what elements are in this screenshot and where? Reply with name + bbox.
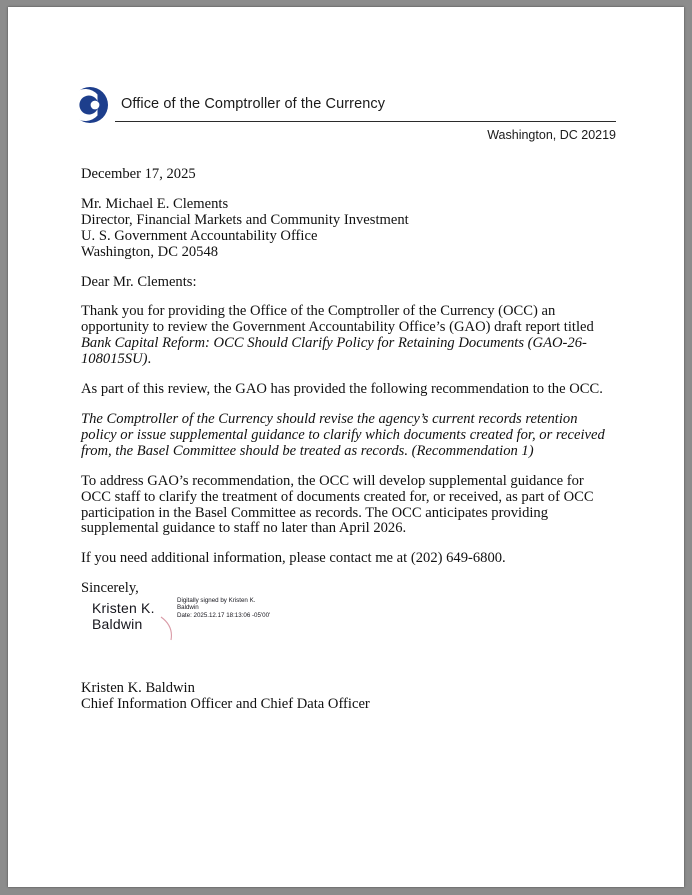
letterhead-divider [115, 121, 616, 122]
addressee-line: Mr. Michael E. Clements [81, 195, 229, 212]
agency-name: Office of the Comptroller of the Currency [121, 96, 386, 112]
digital-signature-details [177, 597, 273, 619]
addressee-line: Washington, DC 20548 [81, 243, 219, 260]
letter-date: December 17, 2025 [81, 166, 196, 182]
signature-flourish-icon [159, 616, 181, 642]
letter-content [81, 167, 614, 597]
salutation-block [81, 275, 614, 291]
digital-signature-signer: Digitally signed by Kristen K. Baldwin [177, 597, 256, 612]
occ-seal-icon [70, 85, 110, 125]
paragraph-4: If you need additional information, please contact me at (202) 649-6800. [81, 550, 506, 567]
signature-name [92, 600, 155, 632]
salutation: Dear Mr. Clements: [81, 273, 197, 290]
signature-name-line-1: Kristen K. [92, 600, 155, 616]
letterhead [68, 85, 616, 129]
letterhead-address: Washington, DC 20219 [487, 128, 616, 142]
signer-title: Chief Information Officer and Chief Data Officer [81, 695, 370, 712]
signer-name: Kristen K. Baldwin [81, 680, 195, 696]
digital-signature-date: Date: 2025.12.17 18:13:06 -05'00' [177, 611, 271, 619]
signature-name-line-2: Baldwin [92, 616, 143, 632]
paragraph-2: As part of this review, the GAO has provided the following recommendation to the OCC. [81, 381, 603, 398]
paragraph-3: To address GAO’s recommendation, the OCC will develop supplemental guidance for OCC staff to clarify the treatment of documents created for, or received, as part of OCC participation in the Basel Committee as records. The OCC anticipates providing supplemental guidance to staff no later than April 2026. [81, 472, 594, 537]
document-page [8, 7, 684, 887]
addressee-line: Director, Financial Markets and Community Investment [81, 211, 409, 228]
recommendation-text: The Comptroller of the Currency should revise the agency’s current records retention policy or issue supplemental guidance to clarify which documents created for, or received from, the Basel Committee should be treated as records. (Recommendation 1) [81, 410, 605, 459]
signer-block [81, 681, 370, 713]
paragraph-1 [81, 304, 614, 368]
date-block [81, 167, 614, 183]
paragraph-1-part-2: . [147, 351, 152, 368]
addressee-block [81, 197, 614, 261]
letter-body [8, 7, 684, 887]
closing: Sincerely, [81, 580, 139, 597]
report-title: Bank Capital Reform: OCC Should Clarify Policy for Retaining Documents (GAO-26-108015SU) [81, 335, 587, 368]
addressee-line: U. S. Government Accountability Office [81, 227, 318, 244]
paragraph-1-part-1: Thank you for providing the Office of the Comptroller of the Currency (OCC) an opportunity to review the Government Accountability Office’s (GAO) draft report titled [81, 303, 594, 336]
